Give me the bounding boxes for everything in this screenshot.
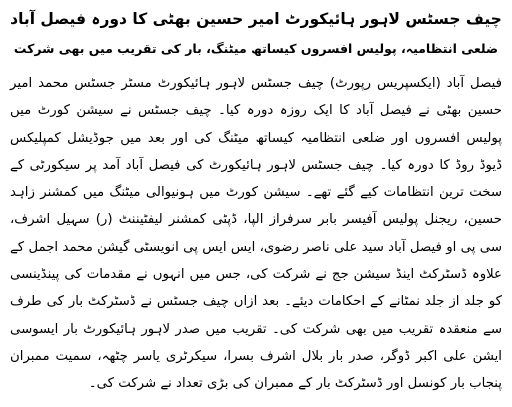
article-headline: چیف جسٹس لاہور ہائیکورٹ امیر حسین بھٹی کا دورہ فیصل آباد [10, 10, 502, 28]
article-body: فیصل آباد (ایکسپریس رپورٹ) چیف جسٹس لاہور ہائیکورٹ مسٹر جسٹس محمد امیر حسین بھٹی نے فیصل آباد کا ایک روزہ دورہ کیا۔ چیف جسٹس نے سیشن کورٹ میں پولیس افسروں اور ضلعی انتظامیہ کیساتھ میٹنگ کی اور بعد میں جوڈیشل کمپلیکس ڈیوڈ روڈ کا دورہ کیا۔ چیف جسٹس لاہور ہائیکورٹ کی فیصل آباد آمد پر سیکورٹی کے سخت ترین انتظامات کیے گئے تھے۔ سیشن کورٹ میں ہونیوالی میٹنگ میں کمشنر زاہد حسین، ریجنل پولیس آفیسر بابر سرفراز الپا، ڈپٹی کمشنر لیفٹیننٹ (ر) سہیل اشرف، سی پی او فیصل آباد سید علی ناصر رضوی، ایس ایس پی انویسٹی گیشن محمد اجمل کے علاوہ ڈسٹرکٹ اینڈ سیشن جج نے شرکت کی، جس میں انہوں نے مقدمات کی پینڈینسی کو جلد از جلد نمٹانے کے احکامات دیئے۔ بعد ازاں چیف جسٹس نے ڈسٹرکٹ بار کی طرف سے منعقدہ تقریب میں بھی شرکت کی۔ تقریب میں صدر لاہور ہائیکورٹ بار ایسوسی ایشن علی اکبر ڈوگر، صدر بار بلال اشرف بسرا، سیکرٹری یاسر چٹھہ، سمیت ممبران پنجاب بار کونسل اور ڈسٹرکٹ بار کے ممبران کی بڑی تعداد نے شرکت کی۔ [10, 76, 502, 392]
article-subheadline: ضلعی انتظامیہ، پولیس افسروں کیساتھ میٹنگ، بار کی تقریب میں بھی شرکت [13, 41, 499, 56]
